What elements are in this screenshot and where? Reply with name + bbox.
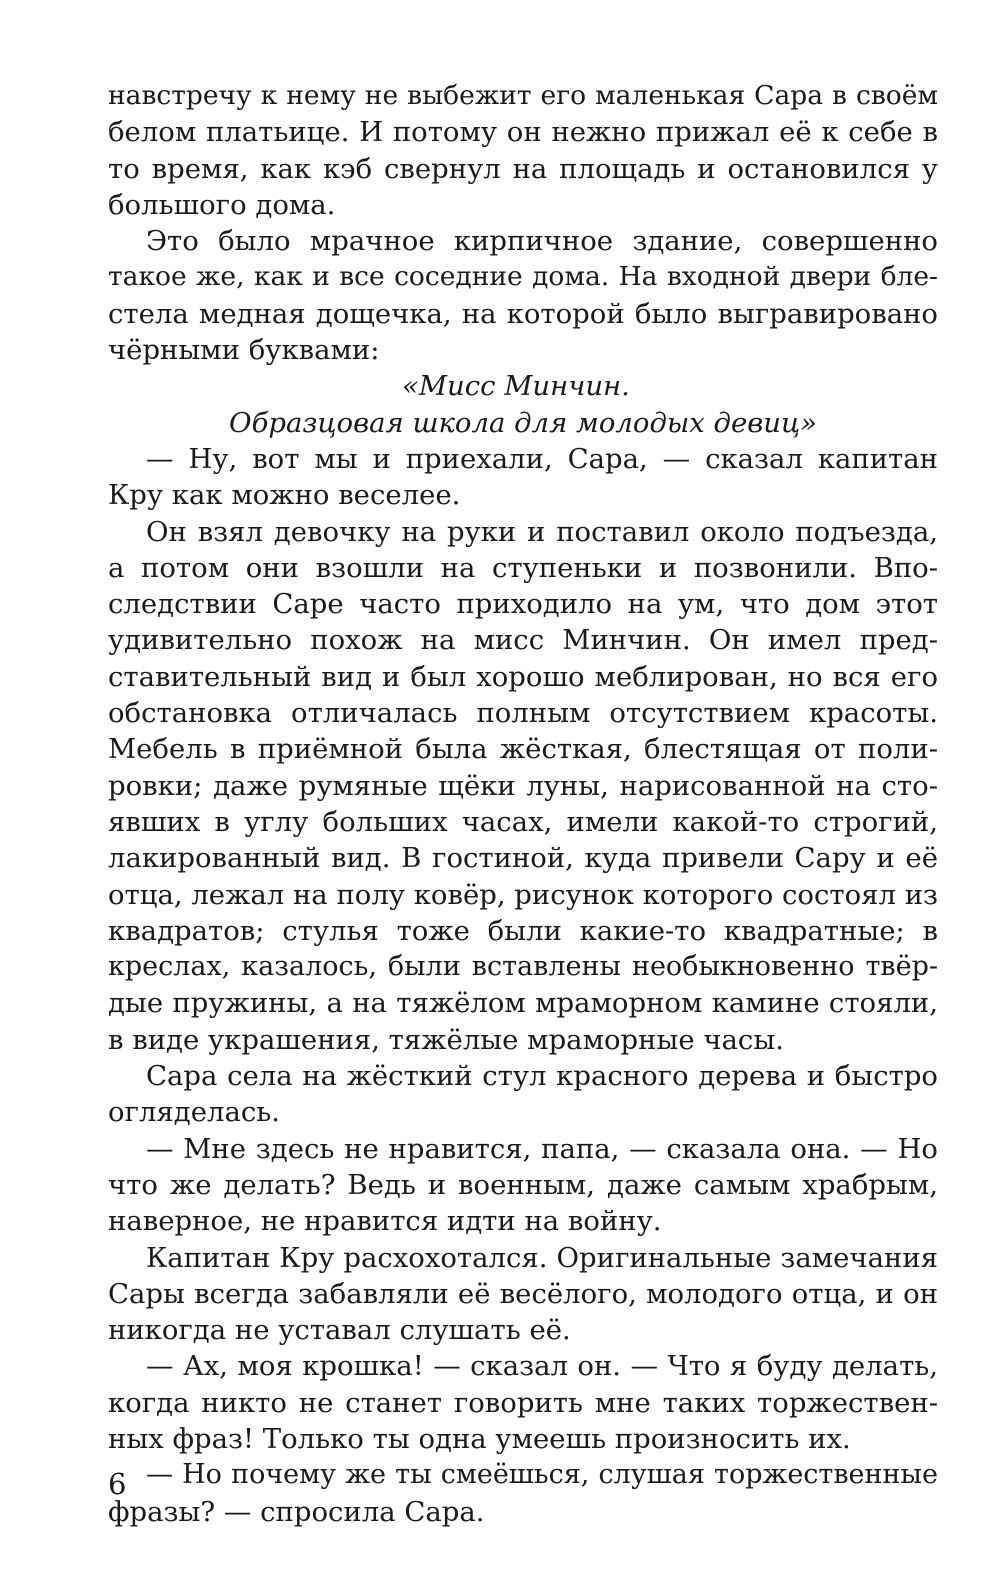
text-line: белом платьице. И потому он нежно прижал её к себе в [108,116,938,149]
text-line: Сара села на жёсткий стул красного дерева и быстро [146,1060,938,1093]
text-line: дые пружины, а на тяжёлом мраморном камине стояли, [108,987,938,1020]
text-line: отца, лежал на полу ковёр, рисунок которого состоял из [108,878,939,911]
inscription-line: Образцовая школа для молодых девиц» [229,406,817,439]
text-line: то время, как кэб свернул на площадь и остановился у [108,152,938,185]
text-line: никогда не уставал слушать её. [108,1314,571,1347]
text-line: фразы? — спросила Сара. [108,1495,485,1528]
text-line: удивительно похож на мисс Минчин. Он имел пред- [108,624,938,657]
text-line: ных фраз! Только ты одна умеешь произносить их. [108,1422,851,1455]
text-line: в виде украшения, тяжёлые мраморные часы. [108,1023,784,1056]
inscription-line: «Мисс Минчин. [402,370,630,403]
text-line: когда никто не станет говорить мне таких торжествен- [108,1386,938,1419]
text-line: ровки; даже румяные щёки луны, нарисованной на сто- [108,769,938,802]
text-line: огляделась. [108,1096,280,1129]
text-line: креслах, казалось, были вставлены необыкновенно твёр- [108,951,938,983]
text-line: Капитан Кру расхохотался. Оригинальные замечания [146,1241,938,1274]
page-text [108,78,938,1530]
text-line: ставительный вид и был хорошо меблирован, но вся его [108,660,938,693]
text-line: что же делать? Ведь и военным, даже самым храбрым, [108,1168,938,1201]
text-line: стела медная дощечка, на которой было выгравировано [108,297,938,330]
text-line: — Мне здесь не нравится, папа, — сказала она. — Но [146,1132,938,1165]
text-line: Кру как можно веселее. [108,479,461,512]
text-line: следствии Саре часто приходило на ум, что дом этот [108,588,938,621]
text-line: Это было мрачное кирпичное здание, совершенно [146,225,938,258]
text-line: чёрными буквами: [108,334,380,367]
text-line: квадратов; стулья тоже были какие-то квадратные; в [108,914,938,947]
text-line: большого дома. [108,188,336,221]
text-line: Он взял девочку на руки и поставил около подъезда, [146,515,938,548]
text-line: навстречу к нему не выбежит его маленькая Сара в своём [108,80,938,111]
text-line: — Но почему же ты смеёшься, слушая торжественные [146,1459,938,1491]
text-line: — Ну, вот мы и приехали, Сара, — сказал капитан [146,442,938,475]
text-line: а потом они взошли на ступеньки и позвонили. Впо- [108,551,938,584]
page-number: 6 [108,1467,127,1501]
text-line: обстановка отличалась полным отсутствием красоты. [108,697,938,730]
text-line: — Ах, моя крошка! — сказал он. — Что я буду делать, [146,1350,938,1383]
text-line: лакированный вид. В гостиной, куда привели Сару и её [108,842,938,875]
text-line: Мебель в приёмной была жёсткая, блестящая от поли- [108,733,938,766]
text-line: Сары всегда забавляли её весёлого, молодого отца, и он [108,1277,938,1310]
text-line: наверное, не нравится идти на войну. [108,1205,662,1238]
text-line: такое же, как и все соседние дома. На входной двери бле- [108,261,938,293]
text-line: явших в углу больших часах, имели какой-то строгий, [108,805,938,838]
